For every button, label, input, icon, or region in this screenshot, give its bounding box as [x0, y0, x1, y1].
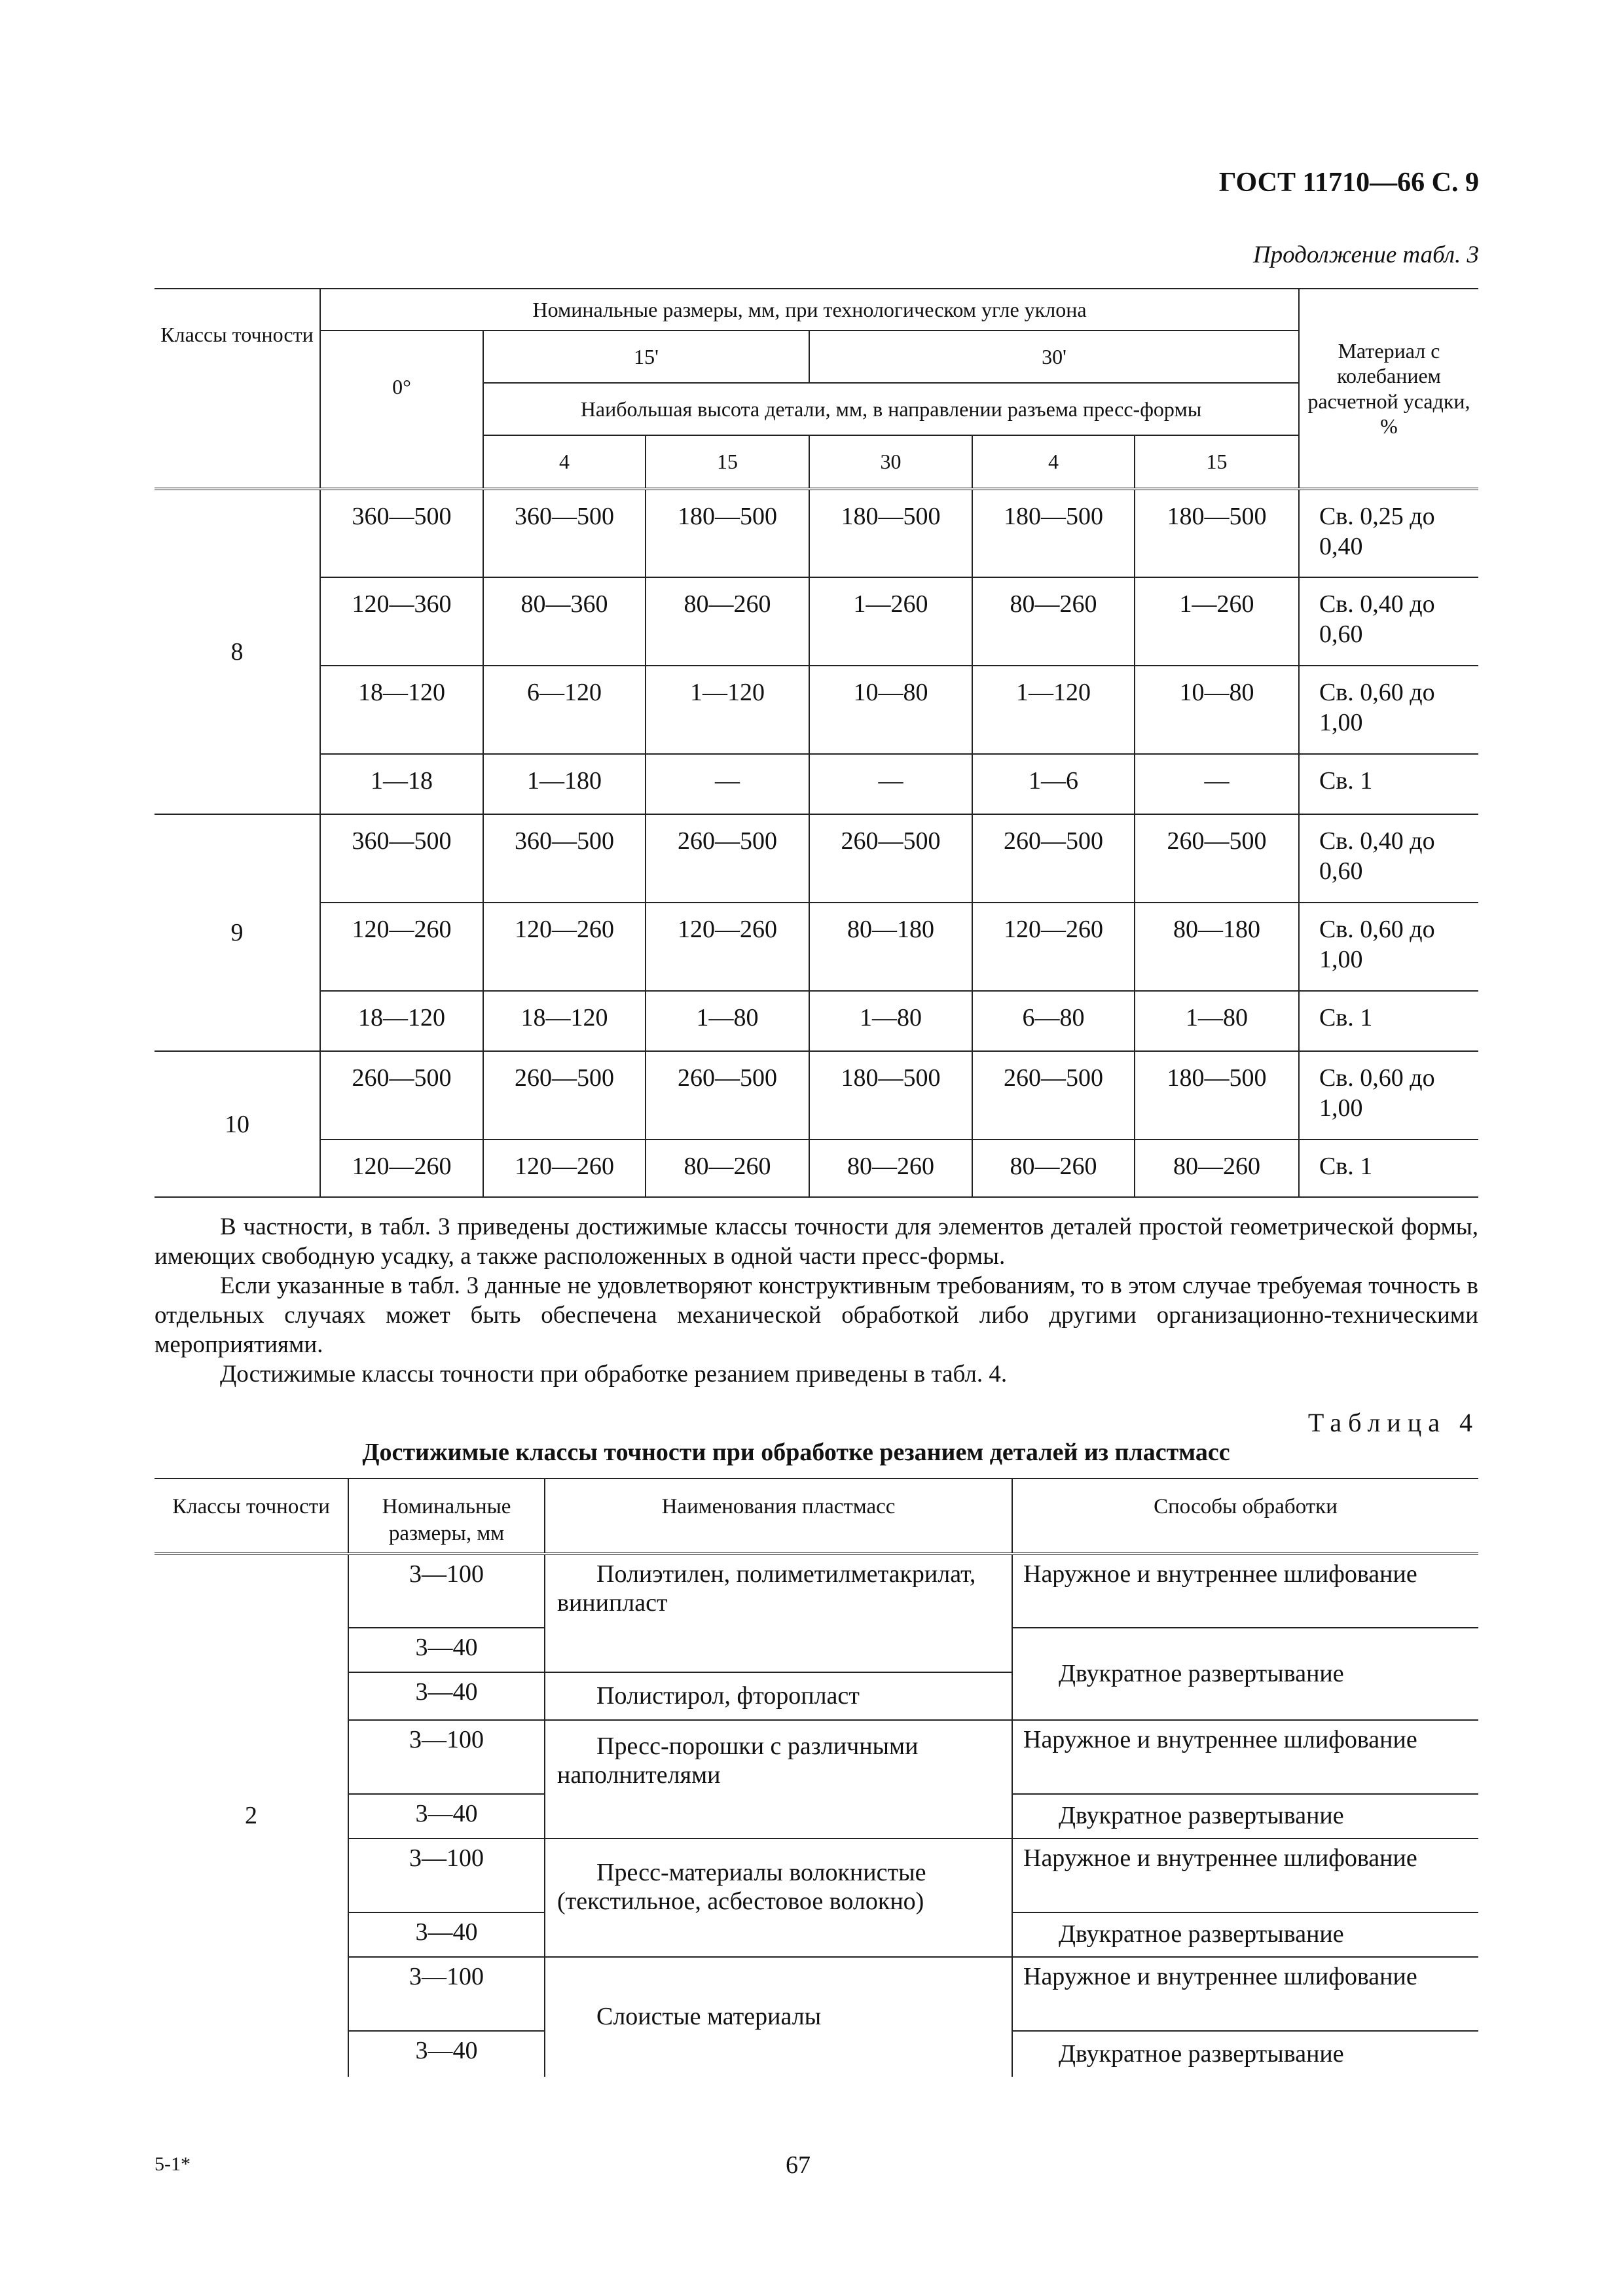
- size-range-cell: 260—500: [646, 1051, 809, 1139]
- t4-col-methods-header: Способы обработки: [1012, 1479, 1478, 1554]
- table-4-number: Таблица 4: [1307, 1408, 1479, 1437]
- size-range-cell: 1—80: [646, 991, 809, 1051]
- t4-size-cell: 3—100: [348, 1957, 545, 2031]
- size-range-cell: 80—260: [972, 1139, 1135, 1197]
- angle-0-header: 0°: [320, 331, 483, 489]
- t4-method-cell: Двукратное развертывание: [1012, 1912, 1478, 1957]
- t4-plastic-text: Пресс-материалы волокнистые (текстильное, асбестовое волокно): [557, 1859, 926, 1915]
- material-cell: Св. 1: [1299, 754, 1478, 814]
- height-value: 4: [972, 435, 1135, 489]
- document-header: ГОСТ 11710—66 С. 9: [1218, 168, 1479, 198]
- accuracy-class-cell: 8: [155, 489, 320, 814]
- material-cell: Св. 0,60 до 1,00: [1299, 903, 1478, 991]
- t4-size-cell: 3—40: [348, 1794, 545, 1839]
- size-range-cell: 18—120: [320, 666, 483, 754]
- accuracy-class-cell: 10: [155, 1051, 320, 1197]
- col-nominal-header: Номинальные размеры, мм, при технологическом угле уклона: [320, 289, 1299, 331]
- t4-method-cell: Двукратное развертывание: [1012, 2031, 1478, 2077]
- t4-plastic-text: Полистирол, фторопласт: [596, 1681, 860, 1710]
- t4-size-cell: 3—40: [348, 2031, 545, 2077]
- angle-30-header: 30': [809, 331, 1299, 383]
- size-range-cell: 1—6: [972, 754, 1135, 814]
- size-range-cell: 120—260: [646, 903, 809, 991]
- t4-method-cell: Двукратное развертывание: [1012, 1628, 1478, 1720]
- size-range-cell: 1—120: [972, 666, 1135, 754]
- size-range-cell: 80—260: [646, 1139, 809, 1197]
- t4-plastic-text: Пресс-порошки с различными наполнителями: [557, 1732, 919, 1789]
- material-cell: Св. 0,25 до 0,40: [1299, 489, 1478, 577]
- t4-size-cell: 3—40: [348, 1628, 545, 1672]
- angle-15-header: 15': [483, 331, 809, 383]
- t4-plastic-cell: [545, 1839, 1012, 1957]
- size-range-cell: 180—500: [972, 489, 1135, 577]
- t4-col-sizes-header: Номинальные размеры, мм: [348, 1479, 545, 1554]
- page-number: 67: [786, 2151, 811, 2179]
- size-range-cell: —: [1135, 754, 1299, 814]
- size-range-cell: 260—500: [972, 1051, 1135, 1139]
- size-range-cell: 180—500: [1135, 1051, 1299, 1139]
- size-range-cell: 18—120: [320, 991, 483, 1051]
- size-range-cell: 260—500: [809, 814, 972, 903]
- size-range-cell: 6—80: [972, 991, 1135, 1051]
- footer-mark: 5-1*: [155, 2153, 191, 2175]
- paragraph-1: В частности, в табл. 3 приведены достижимые классы точности для элементов деталей простой геометрической формы, имеющих свободную усадку, а также расположенных в одной части пресс-формы.: [155, 1213, 1478, 1270]
- size-range-cell: 80—360: [483, 577, 646, 666]
- col-material-header: Материал с колебанием расчетной усадки, %: [1299, 289, 1478, 489]
- t4-col-class-header: Классы точности: [155, 1479, 348, 1554]
- height-value: 15: [1135, 435, 1299, 489]
- size-range-cell: 80—180: [809, 903, 972, 991]
- size-range-cell: 180—500: [809, 489, 972, 577]
- t4-size-cell: 3—40: [348, 1672, 545, 1720]
- height-value: 15: [646, 435, 809, 489]
- size-range-cell: 80—260: [809, 1139, 972, 1197]
- size-range-cell: 6—120: [483, 666, 646, 754]
- t4-plastic-cell: [545, 1720, 1012, 1839]
- t4-class-cell: 2: [155, 1554, 348, 2077]
- size-range-cell: 260—500: [320, 1051, 483, 1139]
- t4-method-cell: Наружное и внутреннее шлифование: [1012, 1839, 1478, 1912]
- material-cell: Св. 0,60 до 1,00: [1299, 1051, 1478, 1139]
- size-range-cell: 18—120: [483, 991, 646, 1051]
- t4-size-cell: 3—100: [348, 1720, 545, 1794]
- size-range-cell: —: [809, 754, 972, 814]
- t4-method-cell: Наружное и внутреннее шлифование: [1012, 1957, 1478, 2031]
- size-range-cell: 260—500: [483, 1051, 646, 1139]
- size-range-cell: 80—180: [1135, 903, 1299, 991]
- size-range-cell: 360—500: [320, 489, 483, 577]
- size-range-cell: 180—500: [809, 1051, 972, 1139]
- size-range-cell: 360—500: [320, 814, 483, 903]
- height-value: 30: [809, 435, 972, 489]
- size-range-cell: 120—260: [483, 1139, 646, 1197]
- size-range-cell: 180—500: [646, 489, 809, 577]
- col-class-header: Классы точности: [155, 289, 320, 489]
- accuracy-class-cell: 9: [155, 814, 320, 1051]
- size-range-cell: 120—260: [320, 1139, 483, 1197]
- size-range-cell: 1—120: [646, 666, 809, 754]
- size-range-cell: 1—80: [809, 991, 972, 1051]
- t4-plastic-text: Слоистые материалы: [596, 2003, 822, 2031]
- table-4-title: Достижимые классы точности при обработке резанием деталей из пластмасс: [362, 1439, 1230, 1466]
- t4-plastic-text: Полиэтилен, полиметилметакрилат, винипласт: [557, 1560, 976, 1617]
- t4-plastic-cell: [545, 1957, 1012, 2077]
- t4-col-plastics-header: Наименования пластмасс: [545, 1479, 1012, 1554]
- size-range-cell: 10—80: [1135, 666, 1299, 754]
- size-range-cell: 120—360: [320, 577, 483, 666]
- size-range-cell: 360—500: [483, 814, 646, 903]
- material-cell: Св. 0,40 до 0,60: [1299, 814, 1478, 903]
- height-header: Наибольшая высота детали, мм, в направлении разъема пресс-формы: [483, 383, 1299, 435]
- size-range-cell: 1—260: [1135, 577, 1299, 666]
- material-cell: Св. 0,40 до 0,60: [1299, 577, 1478, 666]
- size-range-cell: —: [646, 754, 809, 814]
- t4-size-cell: 3—100: [348, 1554, 545, 1628]
- size-range-cell: 1—180: [483, 754, 646, 814]
- size-range-cell: 10—80: [809, 666, 972, 754]
- size-range-cell: 1—260: [809, 577, 972, 666]
- t4-method-cell: Наружное и внутреннее шлифование: [1012, 1554, 1478, 1628]
- size-range-cell: 1—80: [1135, 991, 1299, 1051]
- table-4: [155, 1478, 1478, 2077]
- size-range-cell: 1—18: [320, 754, 483, 814]
- t4-size-cell: 3—40: [348, 1912, 545, 1957]
- height-value: 4: [483, 435, 646, 489]
- size-range-cell: 260—500: [646, 814, 809, 903]
- t4-method-cell: Двукратное развертывание: [1012, 1794, 1478, 1839]
- size-range-cell: 180—500: [1135, 489, 1299, 577]
- paragraph-3: Достижимые классы точности при обработке резанием приведены в табл. 4.: [220, 1361, 1008, 1388]
- t4-size-cell: 3—100: [348, 1839, 545, 1912]
- t4-plastic-cell: [545, 1672, 1012, 1720]
- size-range-cell: 80—260: [972, 577, 1135, 666]
- size-range-cell: 120—260: [320, 903, 483, 991]
- material-cell: Св. 0,60 до 1,00: [1299, 666, 1478, 754]
- size-range-cell: 260—500: [972, 814, 1135, 903]
- size-range-cell: 80—260: [1135, 1139, 1299, 1197]
- paragraph-2: Если указанные в табл. 3 данные не удовлетворяют конструктивным требованиям, то в этом случае требуемая точность в отдельных случаях может быть обеспечена механической обработкой либо другими организационно-техническими мероприятиями.: [155, 1272, 1478, 1358]
- table-continuation-label: Продолжение табл. 3: [1252, 242, 1479, 268]
- size-range-cell: 120—260: [483, 903, 646, 991]
- size-range-cell: 120—260: [972, 903, 1135, 991]
- size-range-cell: 80—260: [646, 577, 809, 666]
- t4-method-cell: Наружное и внутреннее шлифование: [1012, 1720, 1478, 1794]
- table-3: [155, 288, 1478, 1198]
- material-cell: Св. 1: [1299, 991, 1478, 1051]
- material-cell: Св. 1: [1299, 1139, 1478, 1197]
- size-range-cell: 360—500: [483, 489, 646, 577]
- size-range-cell: 260—500: [1135, 814, 1299, 903]
- t4-plastic-cell: [545, 1554, 1012, 1672]
